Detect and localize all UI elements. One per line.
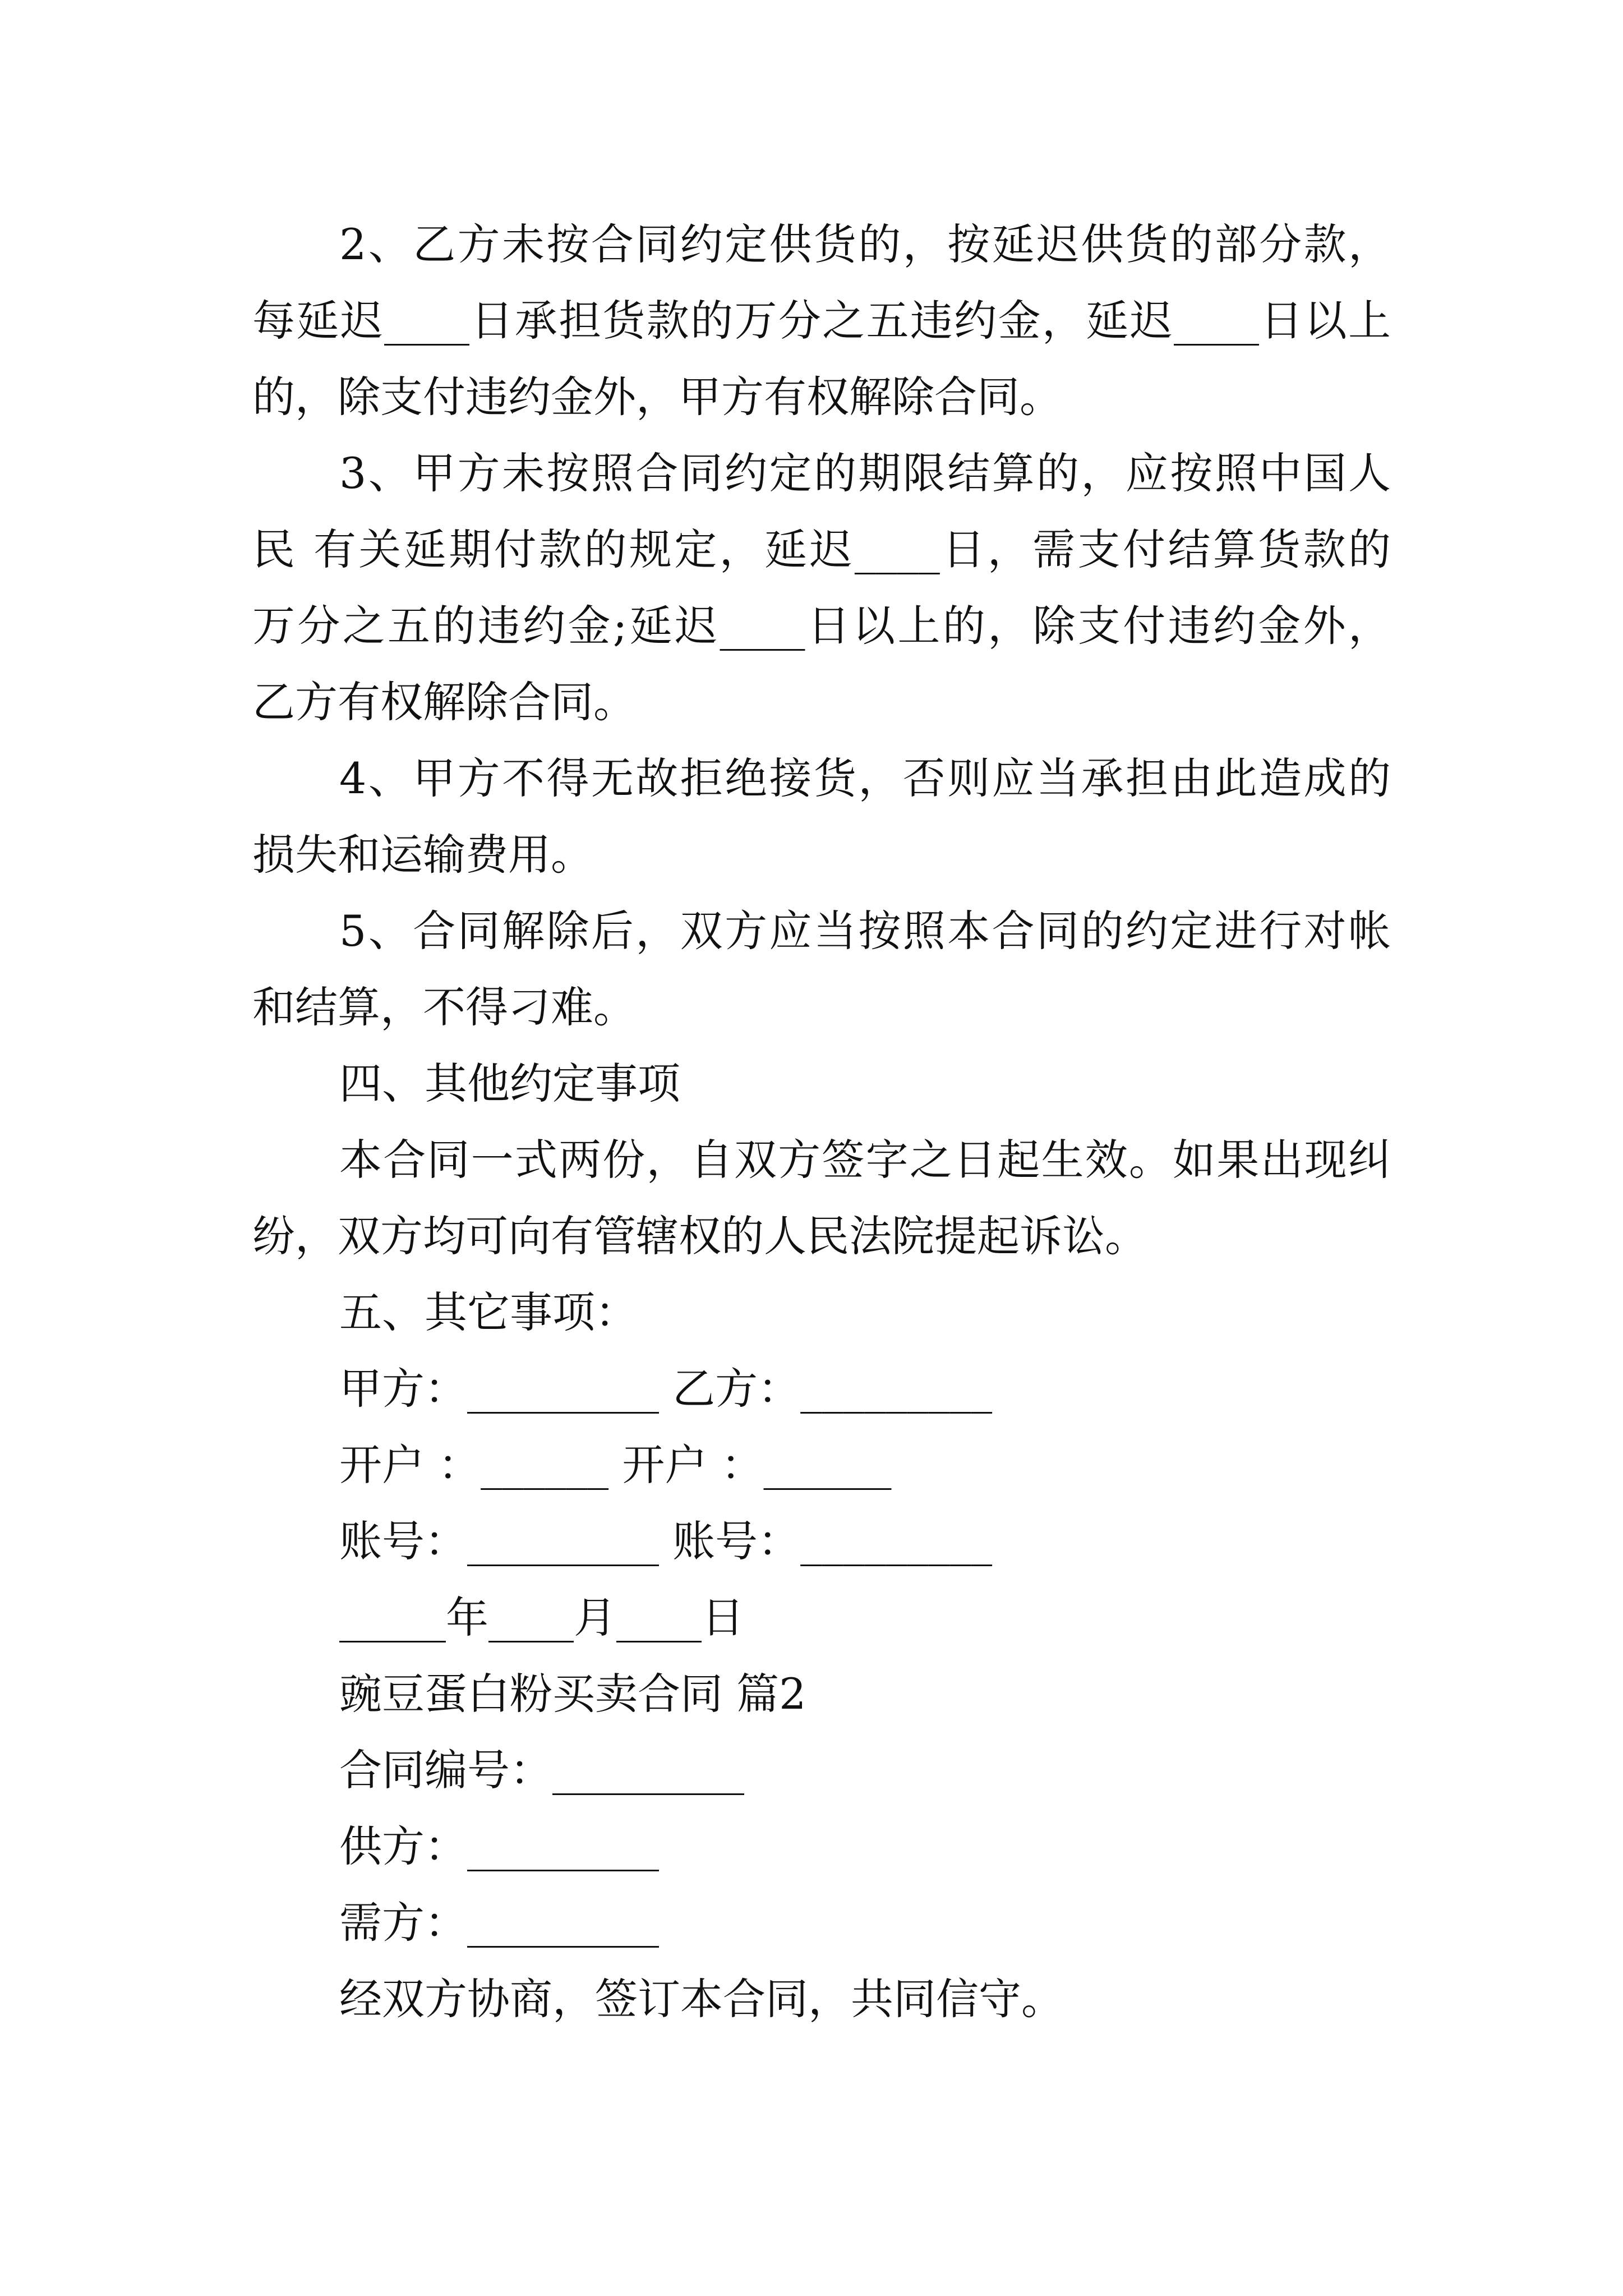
paragraph-line: 纷，双方均可向有管辖权的人民法院提起诉讼。 [252,1211,1147,1261]
buyer-line: 需方：_________ [339,1898,659,1948]
paragraph-line: 本合同一式两份，自双方签字之日起生效。如果出现纠 [339,1135,1391,1185]
paragraph-line: 5、合同解除后，双方应当按照本合同的约定进行对帐 [339,906,1391,956]
date-line: _____年____月____日 [339,1593,744,1642]
paragraph-line: 和结算，不得刁难。 [252,982,636,1032]
signature-line: 甲方：_________ 乙方：_________ [339,1364,993,1414]
paragraph-line: 损失和运输费用。 [252,830,593,880]
paragraph-line: 乙方有权解除合同。 [252,677,636,727]
paragraph-line: 经双方协商，签订本合同，共同信守。 [339,1974,1064,2024]
section-heading: 四、其他约定事项 [339,1059,680,1108]
paragraph-line: 每延迟____日承担货款的万分之五违约金，延迟____日以上 [252,296,1391,346]
paragraph-line: 民 有关延期付款的规定，延迟____日，需支付结算货款的 [252,524,1391,574]
contract-title: 豌豆蛋白粉买卖合同 篇2 [339,1669,806,1719]
account-line: 账号：_________ 账号：_________ [339,1516,993,1566]
paragraph-line: 4、甲方不得无故拒绝接货，否则应当承担由此造成的 [339,753,1391,803]
paragraph-line: 万分之五的违约金;延迟____日以上的，除支付违约金外， [252,601,1391,651]
section-heading: 五、其它事项： [339,1287,638,1337]
contract-number-line: 合同编号：_________ [339,1745,744,1795]
paragraph-line: 3、甲方未按照合同约定的期限结算的，应按照中国人 [339,448,1391,498]
paragraph-line: 2、乙方未按合同约定供货的，按延迟供货的部分款， [339,219,1391,269]
supplier-line: 供方：_________ [339,1821,659,1871]
bank-line: 开户 ：______ 开户 ：______ [339,1440,892,1490]
paragraph-line: 的，除支付违约金外，甲方有权解除合同。 [252,372,1062,422]
